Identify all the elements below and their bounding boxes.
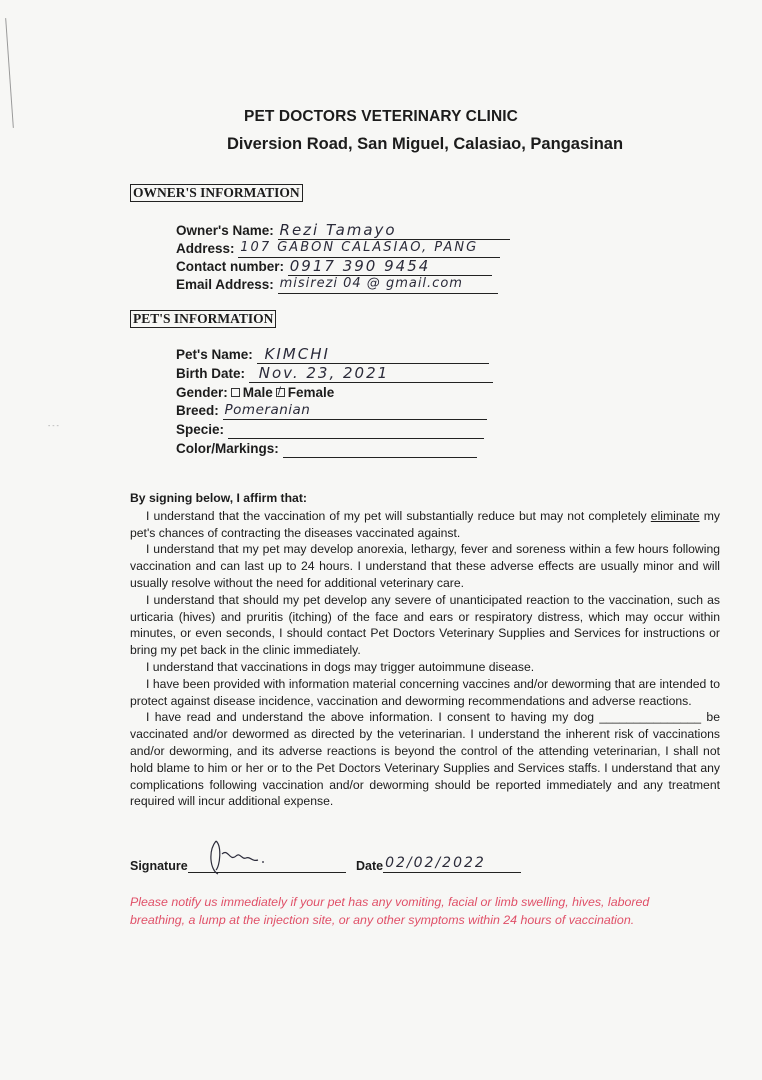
signature-line[interactable]: [188, 856, 346, 873]
contact-number-value: 0917 390 9454: [289, 257, 431, 275]
owner-address-field: [176, 240, 500, 258]
clinic-address: Diversion Road, San Miguel, Calasiao, Pangasinan: [226, 135, 624, 153]
female-check-mark: /: [277, 384, 282, 399]
pet-name-value: KIMCHI: [264, 345, 330, 363]
male-checkbox[interactable]: [231, 388, 240, 397]
specie-line[interactable]: [228, 421, 484, 439]
owner-email-field: [176, 276, 498, 294]
date-label: Date: [356, 859, 384, 873]
p1-underlined-word: eliminate: [650, 508, 700, 523]
owner-address-line[interactable]: [238, 240, 500, 258]
birth-date-value: Nov. 23, 2021: [258, 364, 390, 382]
color-markings-line[interactable]: [283, 440, 477, 458]
breed-line[interactable]: [223, 402, 487, 420]
clinic-name: PET DOCTORS VETERINARY CLINIC: [244, 108, 518, 125]
p1-text-a: I understand that the vaccination of my pet will substantially reduce but may not completely: [146, 508, 651, 523]
pet-section-title: PET'S INFORMATION: [130, 310, 276, 328]
signature-label: Signature: [130, 859, 188, 873]
birth-date-line[interactable]: [249, 365, 493, 383]
date-field: [356, 856, 521, 873]
email-address-label: Email Address:: [176, 277, 274, 292]
date-value: 02/02/2022: [385, 855, 486, 871]
date-line[interactable]: [383, 856, 521, 873]
affirmation-paragraph-2: I understand that my pet may develop anorexia, lethargy, fever and soreness within a few hours following vaccination and can last up to 24 hours. I understand that these adverse effects are usually minor and will usually resolve without the need for additional veterinary care.: [130, 542, 720, 590]
owner-address-label: Address:: [176, 241, 235, 256]
breed-field: [176, 402, 487, 420]
owner-section-title: OWNER'S INFORMATION: [130, 184, 303, 202]
contact-number-line[interactable]: [288, 258, 492, 276]
owner-address-value: 107 GABON CALASIAO, PANG: [240, 240, 479, 255]
pet-name-line[interactable]: [257, 346, 489, 364]
specie-label: Specie:: [176, 422, 225, 437]
breed-label: Breed:: [176, 403, 219, 418]
email-address-line[interactable]: [278, 276, 498, 294]
contact-number-label: Contact number:: [176, 259, 284, 274]
gender-field: [176, 384, 334, 402]
email-address-value: misirezi 04 @ gmail.com: [279, 276, 463, 291]
scan-mark: - - -: [48, 423, 59, 430]
owner-name-line[interactable]: [278, 222, 510, 240]
owner-name-value: Rezi Tamayo: [279, 221, 397, 239]
color-markings-label: Color/Markings:: [176, 441, 279, 456]
signature-scribble-icon: [206, 836, 286, 876]
affirmation-paragraph-5: I have been provided with information material concerning vaccines and/or deworming that are intended to protect against disease incidence, vaccination and deworming recommendations and adverse reactions.: [130, 676, 720, 708]
birth-date-field: [176, 365, 493, 383]
affirmation-paragraph-1: [130, 508, 720, 542]
pet-name-field: [176, 346, 489, 364]
owner-name-label: Owner's Name:: [176, 223, 274, 238]
affirmation-lead: By signing below, I affirm that:: [130, 491, 307, 505]
female-label: Female: [287, 385, 335, 400]
affirmation-paragraph-4: I understand that vaccinations in dogs may trigger autoimmune disease.: [146, 659, 535, 674]
owner-contact-field: [176, 258, 492, 276]
owner-name-field: [176, 222, 510, 240]
breed-value: Pomeranian: [224, 402, 311, 418]
affirmation-paragraph-3: I understand that should my pet develop any severe of unanticipated reaction to the vaccination, such as urticaria (hives) and pruritis (itching) of the face and ears or respiratory distress, which may occur within minutes, or even seconds, I should contact Pet Doctors Veterinary Supplies and Services for instructions or bring my pet back in the clinic immediately.: [130, 592, 720, 658]
affirmation-statement: [130, 490, 720, 810]
notice-text: Please notify us immediately if your pet has any vomiting, facial or limb swelling, hives, labored breathing, a lump at the injection site, or any other symptoms within 24 hours of vaccination.: [130, 895, 650, 927]
gender-label: Gender:: [176, 385, 228, 400]
birth-date-label: Birth Date:: [176, 366, 246, 381]
signature-field: [130, 856, 346, 873]
male-label: Male: [242, 385, 273, 400]
specie-field: [176, 421, 484, 439]
p1-text-b: my pet's chances of contracting the diseases vaccinated against.: [130, 508, 720, 540]
pet-name-label: Pet's Name:: [176, 347, 253, 362]
color-markings-field: [176, 440, 477, 458]
affirmation-paragraph-6: I have read and understand the above information. I consent to having my dog _______________ be vaccinated and/or dewormed as directed by the veterinarian. I understand the inherent risk of vaccinations and/or deworming, and its adverse reactions is beyond the control of the attending veterinarian, I shall not hold blame to him or her or to the Pet Doctors Veterinary Supplies and Services staffs. I understand that any complications following vaccination and/or deworming should be reported immediately and any treatment required will incur additional expense.: [130, 710, 720, 809]
female-checkbox[interactable]: [276, 384, 285, 399]
